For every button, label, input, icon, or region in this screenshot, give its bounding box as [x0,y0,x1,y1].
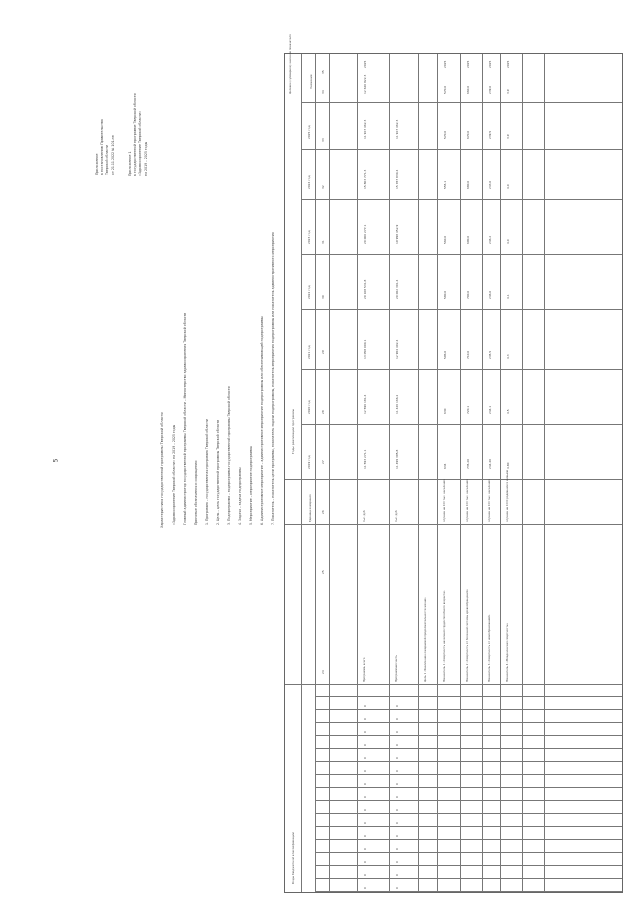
table-rule [301,199,622,200]
code-cell: 0 [395,809,399,811]
table-rule [315,878,622,879]
row-value: 244,1 [488,405,492,414]
table-rule [301,309,622,310]
row-value: 11 927 462,3 [363,119,367,139]
row-value: 245,5 [488,350,492,359]
page-number: 5 [52,458,60,463]
passport-title: Характеристика государственной программы Тверской области [160,412,164,528]
row-value: 20 000 277,1 [363,224,367,244]
row-unit: случаев на 100 тыс. населения [443,479,446,522]
column-number: 32 [321,185,325,189]
passport-line: «Здравоохранение Тверской области» на 2019 – 2025 годы [172,424,176,525]
column-number: 31 [321,240,325,244]
row-value: 4,0 [506,184,510,189]
row-value: 630 [443,408,447,414]
table-rule [315,813,622,814]
row-value: 4,80 [506,462,510,469]
row-year: 2025 [443,60,447,68]
passport-lines [172,232,282,525]
row-name: Программа, всего [363,657,366,682]
code-cell: 0 [395,783,399,785]
row-value: 580,0 [443,290,447,299]
row-value: 239,5 [488,130,492,139]
row-value: 15 787 830,4 [395,169,399,189]
row-value: 11 446 166,2 [395,394,399,414]
table-rule [315,891,622,892]
table-rule [315,787,622,788]
code-cell: 0 [395,744,399,746]
code-cell: 0 [363,705,367,707]
code-cell: 0 [363,809,367,811]
row-value: 246,2 [488,235,492,244]
code-cell: 0 [395,874,399,876]
row-value: 560,0 [443,235,447,244]
passport-line: 1. Программа – государственная программа Тверской области [205,419,209,525]
table-rule [285,524,622,525]
table-rule [357,54,358,892]
code-cell: 0 [395,822,399,824]
table-rule [315,696,622,697]
row-value: 15 803 771,3 [363,169,367,189]
year-header: 2023 год [307,230,311,244]
code-cell: 0 [395,796,399,798]
code-cell: 0 [395,887,399,889]
row-year: 2025 [506,60,510,68]
row-value: 246,0 [488,290,492,299]
appendix-block [128,93,149,176]
table-rule [315,709,622,710]
program-table [284,34,623,893]
row-value: 11 927 462,3 [395,119,399,139]
table-rule [437,54,438,892]
code-cell: 0 [363,796,367,798]
year-header: 2025 год [307,125,311,139]
row-value: 20 062 301,4 [395,279,399,299]
passport-line: 6. Административное мероприятие – административное мероприятие подпрограммы или обеспечивающей подпрограммы [260,316,264,525]
column-number: 34 [321,90,325,94]
table-rule [544,54,545,892]
code-cell: 0 [363,731,367,733]
row-value: 700,0 [466,290,470,299]
year-header: 2020 год [307,400,311,414]
table-rule [315,839,622,840]
row-target: 239,0 [488,85,492,94]
approval-block [95,119,116,175]
row-name: Программная часть [395,655,398,682]
row-target: 660,0 [466,85,470,94]
table-rule [301,369,622,370]
row-target: 570,0 [443,85,447,94]
row-value: 11 593 271,1 [363,449,367,469]
year-header: 2024 год [307,175,311,189]
column-number: 35 [321,70,325,74]
approval-line: Тверской области [105,144,110,175]
table-rule [301,102,622,103]
row-target: 12 640 922,3 [363,74,367,94]
code-cell: 0 [395,770,399,772]
row-value: 690,0 [466,235,470,244]
row-value: 243,0 [488,180,492,189]
row-value: 670,0 [466,130,470,139]
code-cell: 0 [395,705,399,707]
row-year: 2025 [488,60,492,68]
column-number: 33 [321,138,325,142]
column-number: 27 [321,460,325,464]
code-cell: 0 [363,718,367,720]
target-header: Целевое (суммарное) значение показателя [289,34,292,94]
passport-line: Принятые обозначения и сокращения: [194,459,198,525]
table-rule [315,826,622,827]
row-value: 720,1 [466,405,470,414]
program-header: Годы реализации программы [291,408,295,454]
code-cell: 0 [395,718,399,720]
code-cell: 0 [363,744,367,746]
code-cell: 0 [395,861,399,863]
table-rule [315,865,622,866]
row-target: 3,9 [506,89,510,94]
row-value: 4,5 [506,409,510,414]
table-rule [315,761,622,762]
table-rule [500,54,501,892]
table-rule [315,722,622,723]
appendix-line: «Здравоохранение Тверской области» [138,110,143,176]
passport-line: 2. Цель – цель государственной программы Тверской области [216,419,220,525]
table-rule [315,735,622,736]
row-value: 12 596 181,4 [363,394,367,414]
row-unit: тыс. руб. [395,509,398,522]
table-rule [301,149,622,150]
appendix-line: Приложение 1 [128,151,132,176]
column-number: 30 [321,295,325,299]
row-value: 710,0 [466,350,470,359]
code-cell: 0 [363,887,367,889]
row-value: 4,1 [506,294,510,299]
passport-line: Главный администратор государственной программы Тверской области – Министерство здравоохранения Тверской области [183,312,187,525]
code-cell: 0 [363,835,367,837]
row-value: 13 058 000,1 [363,339,367,359]
row-value: 3,9 [506,134,510,139]
code-cell: 0 [363,770,367,772]
row-value: 555,1 [443,180,447,189]
value-col-header: Значение [309,74,313,89]
code-cell: 0 [363,757,367,759]
row-year: 2025 [363,60,367,68]
table-rule [301,479,622,480]
approval-line: к постановлению Правительства [100,119,105,175]
row-value: 596,0 [443,350,447,359]
row-name: Показатель 3 «Смертность от новообразований» [488,614,491,682]
row-value: 634 [443,463,447,469]
column-number: 29 [321,350,325,354]
table-rule [315,852,622,853]
table-rule [315,774,622,775]
appendix-line: на 2019 – 2025 годы [143,141,148,176]
table-rule [418,54,419,892]
row-name: Показатель 2 «Смертность от болезней системы кровообращения» [466,589,469,682]
code-cell: 0 [363,861,367,863]
column-number: 25 [321,570,325,574]
passport-line: 5. Мероприятие – мероприятие подпрограммы [249,446,253,525]
row-year: 2025 [466,60,470,68]
passport-line: 7. Показатель – показатель цели программы, показатель задачи подпрограммы, показатель мероприятия подпрограммы или показатель административного мероприятия [271,232,275,525]
row-name: Показатель 1 «Смертность населения трудоспособного возраста» [443,590,446,682]
code-cell: 0 [395,835,399,837]
table-rule [285,684,622,685]
year-header: 2022 год [307,285,311,299]
table-rule [460,54,461,892]
row-unit: тыс. руб. [363,509,366,522]
row-value: 4,3 [506,354,510,359]
column-number: 26 [321,510,325,514]
row-name: Цель 1 «Увеличение ожидаемой продолжительности жизни» [424,597,427,682]
approval-line: Приложение [95,153,99,175]
table-rule [389,54,390,892]
row-unit: случаев на 1000 родившихся живыми [506,469,509,522]
table-rule [301,424,622,425]
year-header: 2021 год [307,345,311,359]
table-rule [315,54,316,892]
row-value: 244,40 [488,458,492,469]
table-rule [301,54,302,892]
row-value: 12 964 402,4 [395,339,399,359]
table-rule [315,748,622,749]
code-cell: 0 [363,874,367,876]
passport-line: 4. Задача – задача подпрограммы [238,467,242,525]
column-number: 24 [321,670,325,674]
code-cell: 0 [363,783,367,785]
passport-line: 3. Подпрограмма – подпрограмма государственной программы Тверской области [227,386,231,525]
code-cell: 0 [395,731,399,733]
table-rule [301,254,622,255]
row-value: 4,0 [506,239,510,244]
row-value: 11 499 395,8 [395,449,399,469]
code-cell: 0 [363,822,367,824]
row-unit: случаев на 100 тыс. населения [488,479,491,522]
approval-line: от 21.11.2022 № 101-пп [110,135,115,175]
codes-header: Коды бюджетной классификации [291,832,295,884]
row-value: 680,0 [466,180,470,189]
table-rule [315,800,622,801]
year-header: 2019 год [307,455,311,469]
row-value: 19 998 452,9 [395,224,399,244]
appendix-line: к государственной программе Тверской области [133,93,138,176]
code-cell: 0 [395,757,399,759]
row-name: Показатель 4 «Младенческая смертность» [506,623,509,682]
table-rule [482,54,483,892]
code-cell: 0 [395,848,399,850]
row-unit: случаев на 100 тыс. населения [466,479,469,522]
row-value: 735,20 [466,458,470,469]
column-number: 28 [321,410,325,414]
table-rule [329,54,330,892]
row-value: 570,0 [443,130,447,139]
row-value: 20 108 531,8 [363,279,367,299]
table-rule [522,54,523,892]
unit-col-header: Единица измерения [309,494,312,522]
code-cell: 0 [363,848,367,850]
